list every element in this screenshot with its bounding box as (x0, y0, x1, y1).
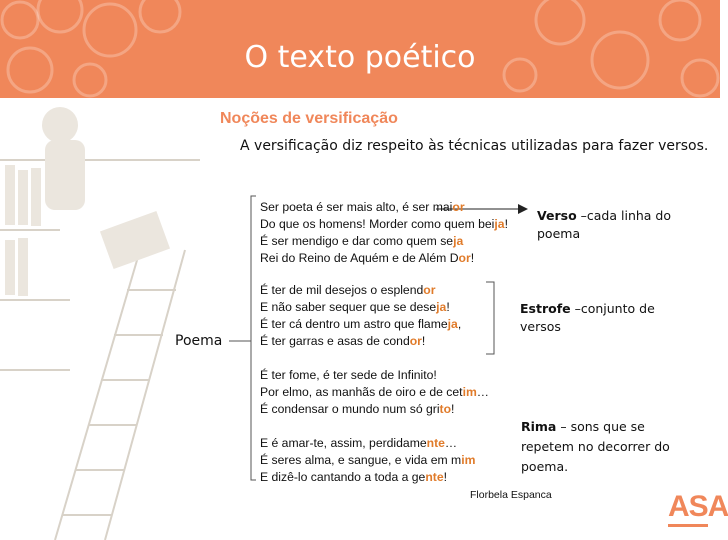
rima-note: Rima – sons que se repetem no decorrer do poema. (521, 419, 670, 474)
verso-note: Verso –cada linha do poema (537, 208, 672, 241)
verse-line: É ter fome, é ter sede de Infinito! (260, 368, 437, 382)
verse-line: Por elmo, as manhãs de oiro e de cetim… (260, 385, 489, 399)
verse-line: É ter cá dentro um astro que flameja, (260, 317, 462, 331)
versification-definition: A versificação diz respeito às técnicas utilizadas para fazer versos. (240, 138, 709, 154)
section-subtitle: Noções de versificação (220, 110, 398, 127)
stanza-1 (260, 199, 508, 267)
verse-line: E dizê-lo cantando a toda a gente! (260, 470, 448, 484)
verse-line: É ter garras e asas de condor! (260, 334, 426, 348)
stanza-3 (260, 367, 489, 418)
slide-title: O texto poético (244, 40, 476, 75)
stanza-2 (260, 282, 461, 350)
rima-term: Rima (521, 419, 557, 434)
verso-term: Verso (537, 208, 577, 223)
poem-author: Florbela Espanca (470, 489, 552, 501)
poem-label: Poema (175, 333, 223, 349)
verse-line: É condensar o mundo num só grito! (260, 402, 455, 416)
verse-line: Rei do Reino de Aquém e de Além Dor! (260, 251, 475, 265)
verse-line: E não saber sequer que se deseja! (260, 300, 450, 314)
verse-line: Do que os homens! Morder como quem beija! (260, 217, 508, 231)
estrofe-note: Estrofe –conjunto de versos (520, 301, 655, 334)
verse-line: É ter de mil desejos o esplendor (260, 283, 436, 297)
estrofe-term: Estrofe (520, 301, 571, 316)
verse-line: É ser mendigo e dar como quem seja (260, 234, 464, 248)
verse-line: Ser poeta é ser mais alto, é ser maior (260, 200, 465, 214)
logo-underline (668, 524, 708, 527)
verse-line: É seres alma, e sangue, e vida em mim (260, 453, 476, 467)
stanza-4 (260, 435, 475, 486)
verse-line: E é amar-te, assim, perdidamente… (260, 436, 458, 450)
asa-logo: ASA (668, 490, 728, 523)
